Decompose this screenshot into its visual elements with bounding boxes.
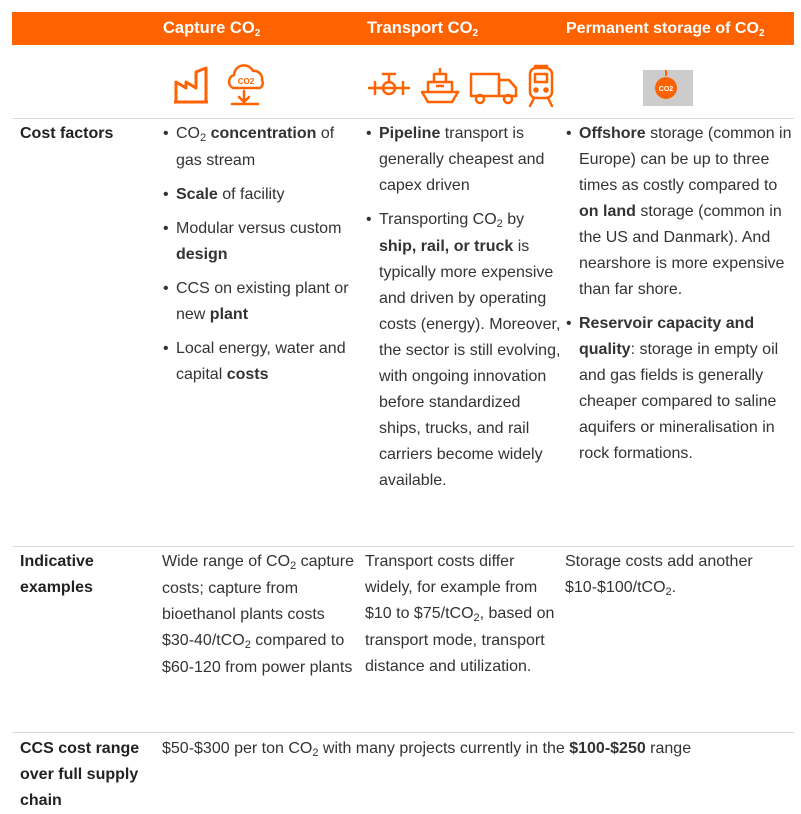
row-label-ccs-cost-range: CCS cost range over full supply chain <box>20 740 140 809</box>
train-icon <box>526 62 556 108</box>
svg-text:CO2: CO2 <box>237 77 255 86</box>
indicative-storage: Storage costs add another $10-$100/tCO$_2$. <box>565 553 753 598</box>
divider-middle <box>12 546 794 547</box>
ship-icon <box>418 64 462 106</box>
header-capture: Capture $CO_2$ <box>163 19 261 39</box>
list-item: • Reservoir capacity and quality: storage in empty oil and gas fields is generally cheaper compared to saline aquifers or mineralisation in rock formations. <box>565 311 795 467</box>
divider-bottom <box>12 732 794 733</box>
cost-factors-capture <box>162 121 358 388</box>
list-item: • Local energy, water and capital costs <box>162 336 358 388</box>
list-item: • Transporting $CO_2$ by ship, rail, or truck is typically more expensive and driven by operating costs (energy). Moreover, the sector is still evolving, with ongoing innovation before standardized ships, trucks, and rail carriers become widely available. <box>365 207 561 494</box>
underground-storage-icon <box>641 66 695 108</box>
list-item: • $CO_2$ concentration of gas stream <box>162 121 358 174</box>
row-label-indicative-examples: Indicative examples <box>20 553 94 596</box>
list-item: • CCS on existing plant or new plant <box>162 276 358 328</box>
indicative-capture: Wide range of $CO_2$ capture costs; capture from bioethanol plants costs $30-40/tCO$_2$ compared to $60-120 from power plants <box>162 553 354 676</box>
divider-top <box>12 118 794 119</box>
indicative-transport: Transport costs differ widely, for example from $10 to $75/tCO$_2$, based on transport mode, transport distance and utilization. <box>365 553 555 675</box>
truck-icon <box>468 68 520 106</box>
pipeline-icon <box>367 70 411 104</box>
cost-factors-storage <box>565 121 795 467</box>
svg-text:CO2: CO2 <box>658 86 674 93</box>
header-transport: Transport $CO_2$ <box>367 19 478 39</box>
factory-icon <box>172 64 222 106</box>
header-bar <box>12 12 794 45</box>
list-item: • Offshore storage (common in Europe) can be up to three times as costly compared to on land storage (common in the US and Danmark). And nearshore is more expensive than far shore. <box>565 121 795 303</box>
ccs-cost-range-text: $50-$300 per ton $CO_2$ with many projects currently in the $100-$250 range <box>162 740 692 759</box>
cost-factors-transport <box>365 121 561 494</box>
list-item: • Scale of facility <box>162 182 358 208</box>
header-storage: Permanent storage of $CO_2$ <box>566 20 765 39</box>
row-label-cost-factors: Cost factors <box>20 125 114 142</box>
list-item: • Modular versus custom design <box>162 216 358 268</box>
co2-cloud-icon <box>222 60 272 108</box>
list-item: • Pipeline transport is generally cheapest and capex driven <box>365 121 561 199</box>
